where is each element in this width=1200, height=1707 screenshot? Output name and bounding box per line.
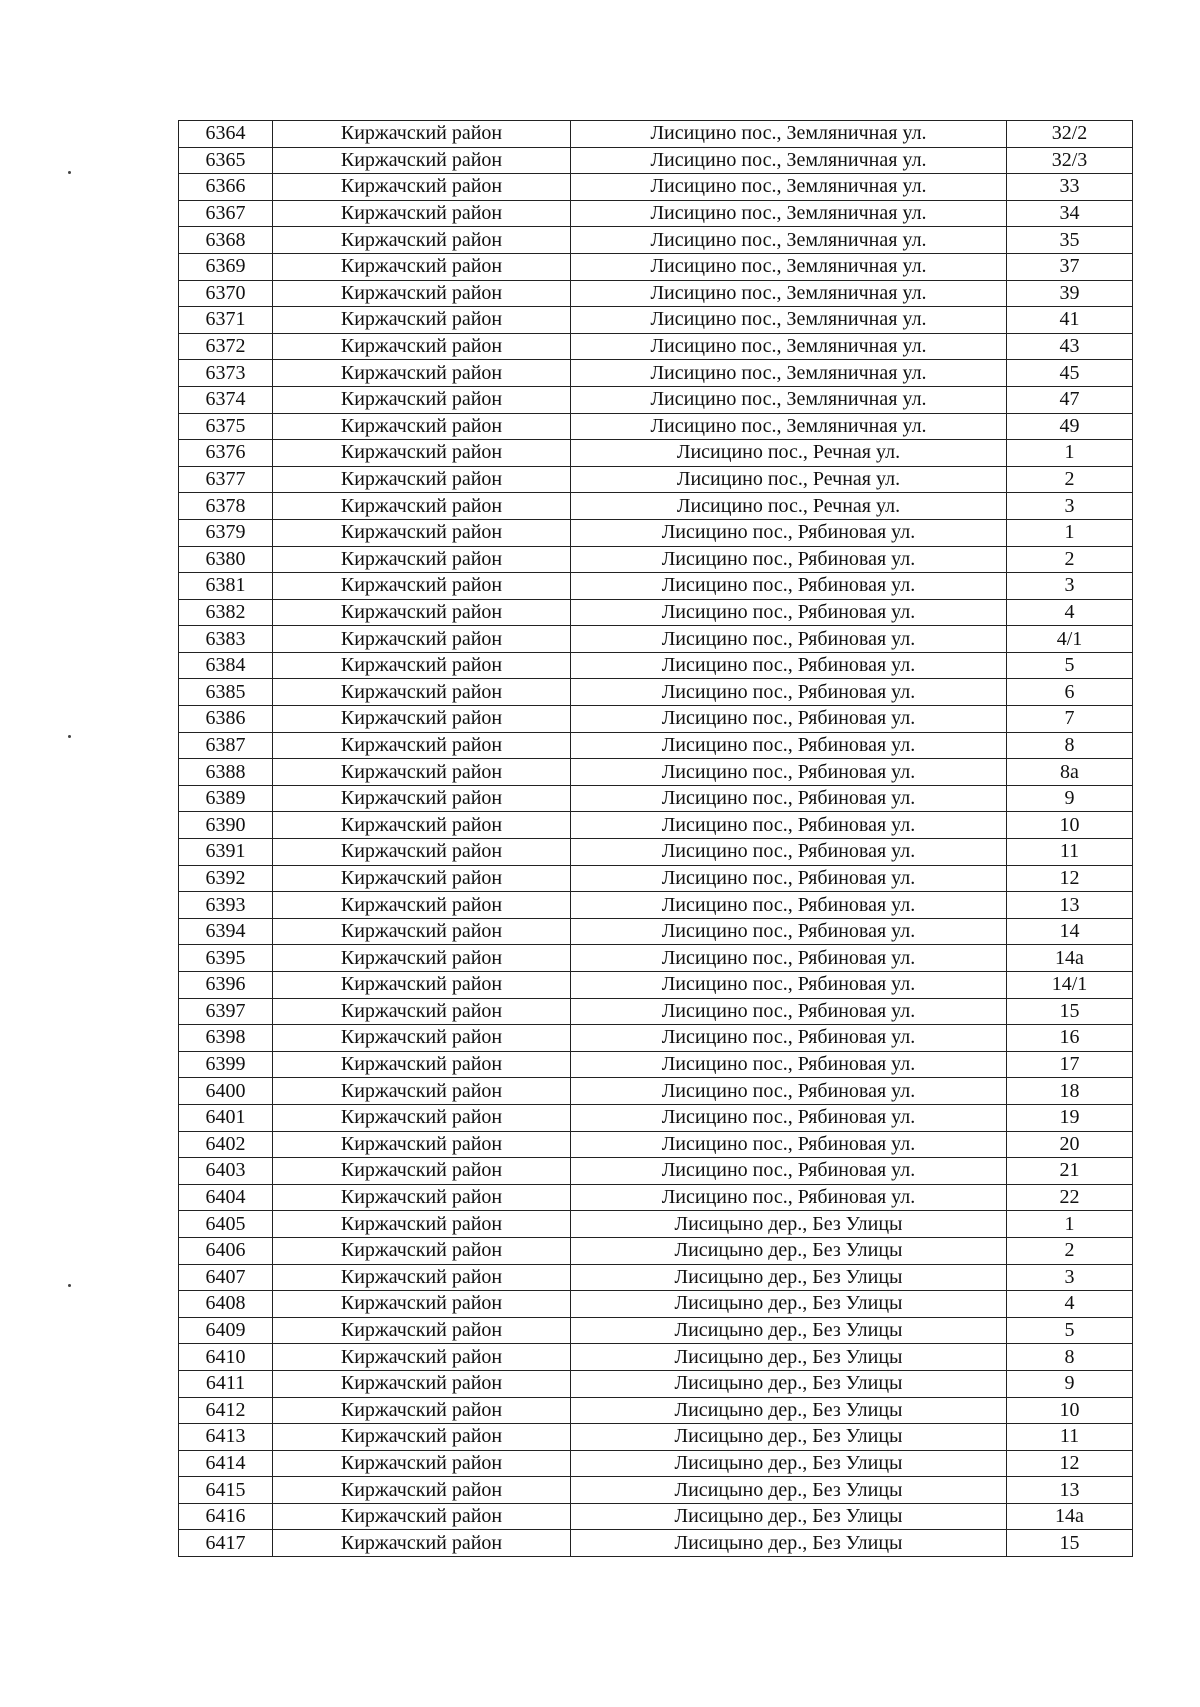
- row-number-cell: 6365: [179, 147, 273, 174]
- table-row: [179, 1344, 1133, 1371]
- row-number-cell: 6394: [179, 918, 273, 945]
- table-row: [179, 785, 1133, 812]
- row-number-cell: 6380: [179, 546, 273, 573]
- district-cell: Киржачский район: [273, 1078, 571, 1105]
- address-cell: Лисицино пос., Рябиновая ул.: [571, 1184, 1007, 1211]
- table-row: [179, 759, 1133, 786]
- district-cell: Киржачский район: [273, 998, 571, 1025]
- address-cell: Лисицыно дер., Без Улицы: [571, 1211, 1007, 1238]
- district-cell: Киржачский район: [273, 200, 571, 227]
- house-number-cell: 47: [1007, 386, 1133, 413]
- house-number-cell: 41: [1007, 307, 1133, 334]
- row-number-cell: 6417: [179, 1530, 273, 1557]
- table-row: [179, 892, 1133, 919]
- row-number-cell: 6395: [179, 945, 273, 972]
- district-cell: Киржачский район: [273, 1370, 571, 1397]
- table-row: [179, 360, 1133, 387]
- address-cell: Лисицино пос., Рябиновая ул.: [571, 519, 1007, 546]
- house-number-cell: 8: [1007, 1344, 1133, 1371]
- table-row: [179, 440, 1133, 467]
- house-number-cell: 13: [1007, 892, 1133, 919]
- district-cell: Киржачский район: [273, 652, 571, 679]
- row-number-cell: 6411: [179, 1370, 273, 1397]
- table-row: [179, 732, 1133, 759]
- address-cell: Лисицыно дер., Без Улицы: [571, 1370, 1007, 1397]
- address-cell: Лисицино пос., Рябиновая ул.: [571, 679, 1007, 706]
- district-cell: Киржачский район: [273, 360, 571, 387]
- address-cell: Лисицино пос., Рябиновая ул.: [571, 1158, 1007, 1185]
- row-number-cell: 6405: [179, 1211, 273, 1238]
- house-number-cell: 7: [1007, 706, 1133, 733]
- table-row: [179, 121, 1133, 148]
- house-number-cell: 19: [1007, 1104, 1133, 1131]
- address-cell: Лисицино пос., Рябиновая ул.: [571, 1078, 1007, 1105]
- district-cell: Киржачский район: [273, 413, 571, 440]
- district-cell: Киржачский район: [273, 1397, 571, 1424]
- house-number-cell: 12: [1007, 1450, 1133, 1477]
- row-number-cell: 6366: [179, 174, 273, 201]
- table-row: [179, 998, 1133, 1025]
- address-cell: Лисицино пос., Рябиновая ул.: [571, 945, 1007, 972]
- table-row: [179, 1264, 1133, 1291]
- row-number-cell: 6389: [179, 785, 273, 812]
- table-row: [179, 706, 1133, 733]
- district-cell: Киржачский район: [273, 1025, 571, 1052]
- row-number-cell: 6369: [179, 253, 273, 280]
- address-cell: Лисицино пос., Рябиновая ул.: [571, 599, 1007, 626]
- district-cell: Киржачский район: [273, 386, 571, 413]
- district-cell: Киржачский район: [273, 626, 571, 653]
- address-cell: Лисицыно дер., Без Улицы: [571, 1344, 1007, 1371]
- row-number-cell: 6404: [179, 1184, 273, 1211]
- table-row: [179, 679, 1133, 706]
- district-cell: Киржачский район: [273, 519, 571, 546]
- district-cell: Киржачский район: [273, 333, 571, 360]
- district-cell: Киржачский район: [273, 732, 571, 759]
- table-row: [179, 865, 1133, 892]
- row-number-cell: 6381: [179, 573, 273, 600]
- address-cell: Лисицино пос., Рябиновая ул.: [571, 812, 1007, 839]
- table-row: [179, 227, 1133, 254]
- address-cell: Лисицино пос., Земляничная ул.: [571, 307, 1007, 334]
- district-cell: Киржачский район: [273, 972, 571, 999]
- house-number-cell: 1: [1007, 440, 1133, 467]
- address-cell: Лисицино пос., Земляничная ул.: [571, 147, 1007, 174]
- row-number-cell: 6403: [179, 1158, 273, 1185]
- row-number-cell: 6416: [179, 1503, 273, 1530]
- district-cell: Киржачский район: [273, 1450, 571, 1477]
- house-number-cell: 35: [1007, 227, 1133, 254]
- row-number-cell: 6398: [179, 1025, 273, 1052]
- address-cell: Лисицино пос., Рябиновая ул.: [571, 839, 1007, 866]
- address-cell: Лисицино пос., Рябиновая ул.: [571, 573, 1007, 600]
- house-number-cell: 20: [1007, 1131, 1133, 1158]
- row-number-cell: 6390: [179, 812, 273, 839]
- house-number-cell: 17: [1007, 1051, 1133, 1078]
- district-cell: Киржачский район: [273, 1477, 571, 1504]
- table-row: [179, 1211, 1133, 1238]
- house-number-cell: 37: [1007, 253, 1133, 280]
- address-cell: Лисицино пос., Речная ул.: [571, 466, 1007, 493]
- address-cell: Лисицыно дер., Без Улицы: [571, 1424, 1007, 1451]
- row-number-cell: 6387: [179, 732, 273, 759]
- house-number-cell: 34: [1007, 200, 1133, 227]
- row-number-cell: 6379: [179, 519, 273, 546]
- row-number-cell: 6392: [179, 865, 273, 892]
- address-cell: Лисицино пос., Земляничная ул.: [571, 200, 1007, 227]
- table-row: [179, 386, 1133, 413]
- table-row: [179, 1184, 1133, 1211]
- table-row: [179, 253, 1133, 280]
- row-number-cell: 6413: [179, 1424, 273, 1451]
- table-row: [179, 519, 1133, 546]
- house-number-cell: 8: [1007, 732, 1133, 759]
- table-row: [179, 1078, 1133, 1105]
- house-number-cell: 1: [1007, 1211, 1133, 1238]
- table-row: [179, 147, 1133, 174]
- table-row: [179, 918, 1133, 945]
- house-number-cell: 9: [1007, 1370, 1133, 1397]
- table-row: [179, 1450, 1133, 1477]
- table-row: [179, 466, 1133, 493]
- district-cell: Киржачский район: [273, 1051, 571, 1078]
- house-number-cell: 14а: [1007, 945, 1133, 972]
- district-cell: Киржачский район: [273, 227, 571, 254]
- district-cell: Киржачский район: [273, 1424, 571, 1451]
- address-registry-table: [178, 120, 1133, 1557]
- address-cell: Лисицыно дер., Без Улицы: [571, 1530, 1007, 1557]
- table-row: [179, 972, 1133, 999]
- district-cell: Киржачский район: [273, 1264, 571, 1291]
- address-cell: Лисицыно дер., Без Улицы: [571, 1264, 1007, 1291]
- table-row: [179, 1131, 1133, 1158]
- house-number-cell: 2: [1007, 466, 1133, 493]
- table-body: [179, 121, 1133, 1557]
- row-number-cell: 6375: [179, 413, 273, 440]
- district-cell: Киржачский район: [273, 307, 571, 334]
- address-cell: Лисицино пос., Земляничная ул.: [571, 227, 1007, 254]
- address-cell: Лисицыно дер., Без Улицы: [571, 1450, 1007, 1477]
- district-cell: Киржачский район: [273, 1184, 571, 1211]
- row-number-cell: 6372: [179, 333, 273, 360]
- table-row: [179, 599, 1133, 626]
- house-number-cell: 39: [1007, 280, 1133, 307]
- address-cell: Лисицино пос., Рябиновая ул.: [571, 998, 1007, 1025]
- house-number-cell: 22: [1007, 1184, 1133, 1211]
- district-cell: Киржачский район: [273, 1104, 571, 1131]
- address-cell: Лисицыно дер., Без Улицы: [571, 1317, 1007, 1344]
- address-cell: Лисицино пос., Земляничная ул.: [571, 121, 1007, 148]
- table-row: [179, 200, 1133, 227]
- row-number-cell: 6410: [179, 1344, 273, 1371]
- row-number-cell: 6409: [179, 1317, 273, 1344]
- address-cell: Лисицино пос., Рябиновая ул.: [571, 1025, 1007, 1052]
- district-cell: Киржачский район: [273, 121, 571, 148]
- row-number-cell: 6401: [179, 1104, 273, 1131]
- district-cell: Киржачский район: [273, 679, 571, 706]
- address-cell: Лисицыно дер., Без Улицы: [571, 1237, 1007, 1264]
- row-number-cell: 6373: [179, 360, 273, 387]
- table-row: [179, 333, 1133, 360]
- table-row: [179, 652, 1133, 679]
- address-cell: Лисицино пос., Речная ул.: [571, 493, 1007, 520]
- house-number-cell: 15: [1007, 1530, 1133, 1557]
- row-number-cell: 6408: [179, 1291, 273, 1318]
- address-cell: Лисицино пос., Рябиновая ул.: [571, 732, 1007, 759]
- house-number-cell: 11: [1007, 839, 1133, 866]
- district-cell: Киржачский район: [273, 706, 571, 733]
- district-cell: Киржачский район: [273, 1131, 571, 1158]
- house-number-cell: 14а: [1007, 1503, 1133, 1530]
- district-cell: Киржачский район: [273, 147, 571, 174]
- table-row: [179, 1051, 1133, 1078]
- house-number-cell: 5: [1007, 1317, 1133, 1344]
- table-row: [179, 1025, 1133, 1052]
- address-cell: Лисицыно дер., Без Улицы: [571, 1477, 1007, 1504]
- address-cell: Лисицыно дер., Без Улицы: [571, 1291, 1007, 1318]
- address-cell: Лисицино пос., Рябиновая ул.: [571, 652, 1007, 679]
- table-row: [179, 1158, 1133, 1185]
- table-row: [179, 1291, 1133, 1318]
- address-cell: Лисицино пос., Земляничная ул.: [571, 280, 1007, 307]
- district-cell: Киржачский район: [273, 812, 571, 839]
- house-number-cell: 15: [1007, 998, 1133, 1025]
- row-number-cell: 6399: [179, 1051, 273, 1078]
- house-number-cell: 1: [1007, 519, 1133, 546]
- row-number-cell: 6400: [179, 1078, 273, 1105]
- row-number-cell: 6402: [179, 1131, 273, 1158]
- row-number-cell: 6383: [179, 626, 273, 653]
- row-number-cell: 6406: [179, 1237, 273, 1264]
- scan-speck: [68, 1284, 71, 1287]
- row-number-cell: 6414: [179, 1450, 273, 1477]
- district-cell: Киржачский район: [273, 918, 571, 945]
- house-number-cell: 2: [1007, 546, 1133, 573]
- table-row: [179, 174, 1133, 201]
- row-number-cell: 6386: [179, 706, 273, 733]
- row-number-cell: 6376: [179, 440, 273, 467]
- district-cell: Киржачский район: [273, 945, 571, 972]
- house-number-cell: 18: [1007, 1078, 1133, 1105]
- address-cell: Лисицино пос., Рябиновая ул.: [571, 706, 1007, 733]
- table-row: [179, 839, 1133, 866]
- address-cell: Лисицино пос., Рябиновая ул.: [571, 626, 1007, 653]
- table-row: [179, 945, 1133, 972]
- table-row: [179, 1477, 1133, 1504]
- row-number-cell: 6371: [179, 307, 273, 334]
- house-number-cell: 12: [1007, 865, 1133, 892]
- house-number-cell: 2: [1007, 1237, 1133, 1264]
- scan-speck: [68, 171, 71, 174]
- district-cell: Киржачский район: [273, 1158, 571, 1185]
- table-row: [179, 626, 1133, 653]
- house-number-cell: 32/3: [1007, 147, 1133, 174]
- table-row: [179, 1397, 1133, 1424]
- row-number-cell: 6407: [179, 1264, 273, 1291]
- house-number-cell: 14: [1007, 918, 1133, 945]
- row-number-cell: 6415: [179, 1477, 273, 1504]
- scan-speck: [68, 735, 71, 738]
- house-number-cell: 3: [1007, 493, 1133, 520]
- district-cell: Киржачский район: [273, 1530, 571, 1557]
- row-number-cell: 6370: [179, 280, 273, 307]
- house-number-cell: 32/2: [1007, 121, 1133, 148]
- house-number-cell: 14/1: [1007, 972, 1133, 999]
- row-number-cell: 6396: [179, 972, 273, 999]
- row-number-cell: 6378: [179, 493, 273, 520]
- address-cell: Лисицино пос., Земляничная ул.: [571, 386, 1007, 413]
- row-number-cell: 6367: [179, 200, 273, 227]
- address-cell: Лисицино пос., Земляничная ул.: [571, 413, 1007, 440]
- district-cell: Киржачский район: [273, 493, 571, 520]
- house-number-cell: 49: [1007, 413, 1133, 440]
- row-number-cell: 6397: [179, 998, 273, 1025]
- district-cell: Киржачский район: [273, 1503, 571, 1530]
- house-number-cell: 5: [1007, 652, 1133, 679]
- house-number-cell: 10: [1007, 1397, 1133, 1424]
- address-cell: Лисицино пос., Рябиновая ул.: [571, 1131, 1007, 1158]
- row-number-cell: 6385: [179, 679, 273, 706]
- table-row: [179, 546, 1133, 573]
- address-cell: Лисицино пос., Земляничная ул.: [571, 333, 1007, 360]
- house-number-cell: 4: [1007, 599, 1133, 626]
- district-cell: Киржачский район: [273, 839, 571, 866]
- district-cell: Киржачский район: [273, 1211, 571, 1238]
- address-cell: Лисицино пос., Рябиновая ул.: [571, 865, 1007, 892]
- house-number-cell: 3: [1007, 573, 1133, 600]
- table-row: [179, 1104, 1133, 1131]
- house-number-cell: 8а: [1007, 759, 1133, 786]
- district-cell: Киржачский район: [273, 440, 571, 467]
- table-row: [179, 413, 1133, 440]
- district-cell: Киржачский район: [273, 599, 571, 626]
- address-cell: Лисицино пос., Земляничная ул.: [571, 253, 1007, 280]
- address-cell: Лисицино пос., Рябиновая ул.: [571, 972, 1007, 999]
- address-cell: Лисицыно дер., Без Улицы: [571, 1397, 1007, 1424]
- row-number-cell: 6374: [179, 386, 273, 413]
- district-cell: Киржачский район: [273, 280, 571, 307]
- district-cell: Киржачский район: [273, 1291, 571, 1318]
- table-row: [179, 812, 1133, 839]
- district-cell: Киржачский район: [273, 573, 571, 600]
- row-number-cell: 6391: [179, 839, 273, 866]
- district-cell: Киржачский район: [273, 466, 571, 493]
- district-cell: Киржачский район: [273, 759, 571, 786]
- address-cell: Лисицино пос., Рябиновая ул.: [571, 1051, 1007, 1078]
- district-cell: Киржачский район: [273, 174, 571, 201]
- house-number-cell: 3: [1007, 1264, 1133, 1291]
- house-number-cell: 10: [1007, 812, 1133, 839]
- row-number-cell: 6388: [179, 759, 273, 786]
- house-number-cell: 13: [1007, 1477, 1133, 1504]
- district-cell: Киржачский район: [273, 1317, 571, 1344]
- row-number-cell: 6377: [179, 466, 273, 493]
- address-cell: Лисицино пос., Рябиновая ул.: [571, 546, 1007, 573]
- address-cell: Лисицино пос., Земляничная ул.: [571, 174, 1007, 201]
- table-row: [179, 280, 1133, 307]
- table-row: [179, 1237, 1133, 1264]
- address-cell: Лисицино пос., Рябиновая ул.: [571, 785, 1007, 812]
- house-number-cell: 16: [1007, 1025, 1133, 1052]
- address-cell: Лисицино пос., Рябиновая ул.: [571, 1104, 1007, 1131]
- table-row: [179, 1424, 1133, 1451]
- district-cell: Киржачский район: [273, 546, 571, 573]
- house-number-cell: 4/1: [1007, 626, 1133, 653]
- address-cell: Лисицино пос., Речная ул.: [571, 440, 1007, 467]
- district-cell: Киржачский район: [273, 253, 571, 280]
- district-cell: Киржачский район: [273, 1344, 571, 1371]
- address-cell: Лисицино пос., Земляничная ул.: [571, 360, 1007, 387]
- district-cell: Киржачский район: [273, 1237, 571, 1264]
- row-number-cell: 6384: [179, 652, 273, 679]
- house-number-cell: 11: [1007, 1424, 1133, 1451]
- house-number-cell: 6: [1007, 679, 1133, 706]
- house-number-cell: 33: [1007, 174, 1133, 201]
- row-number-cell: 6364: [179, 121, 273, 148]
- house-number-cell: 45: [1007, 360, 1133, 387]
- table-row: [179, 1317, 1133, 1344]
- table-row: [179, 307, 1133, 334]
- house-number-cell: 43: [1007, 333, 1133, 360]
- address-cell: Лисицино пос., Рябиновая ул.: [571, 759, 1007, 786]
- table-row: [179, 493, 1133, 520]
- district-cell: Киржачский район: [273, 865, 571, 892]
- address-cell: Лисицыно дер., Без Улицы: [571, 1503, 1007, 1530]
- district-cell: Киржачский район: [273, 892, 571, 919]
- table-row: [179, 1370, 1133, 1397]
- house-number-cell: 4: [1007, 1291, 1133, 1318]
- address-cell: Лисицино пос., Рябиновая ул.: [571, 892, 1007, 919]
- house-number-cell: 21: [1007, 1158, 1133, 1185]
- row-number-cell: 6393: [179, 892, 273, 919]
- district-cell: Киржачский район: [273, 785, 571, 812]
- row-number-cell: 6412: [179, 1397, 273, 1424]
- row-number-cell: 6368: [179, 227, 273, 254]
- row-number-cell: 6382: [179, 599, 273, 626]
- address-cell: Лисицино пос., Рябиновая ул.: [571, 918, 1007, 945]
- table-row: [179, 1503, 1133, 1530]
- table-row: [179, 1530, 1133, 1557]
- table-row: [179, 573, 1133, 600]
- house-number-cell: 9: [1007, 785, 1133, 812]
